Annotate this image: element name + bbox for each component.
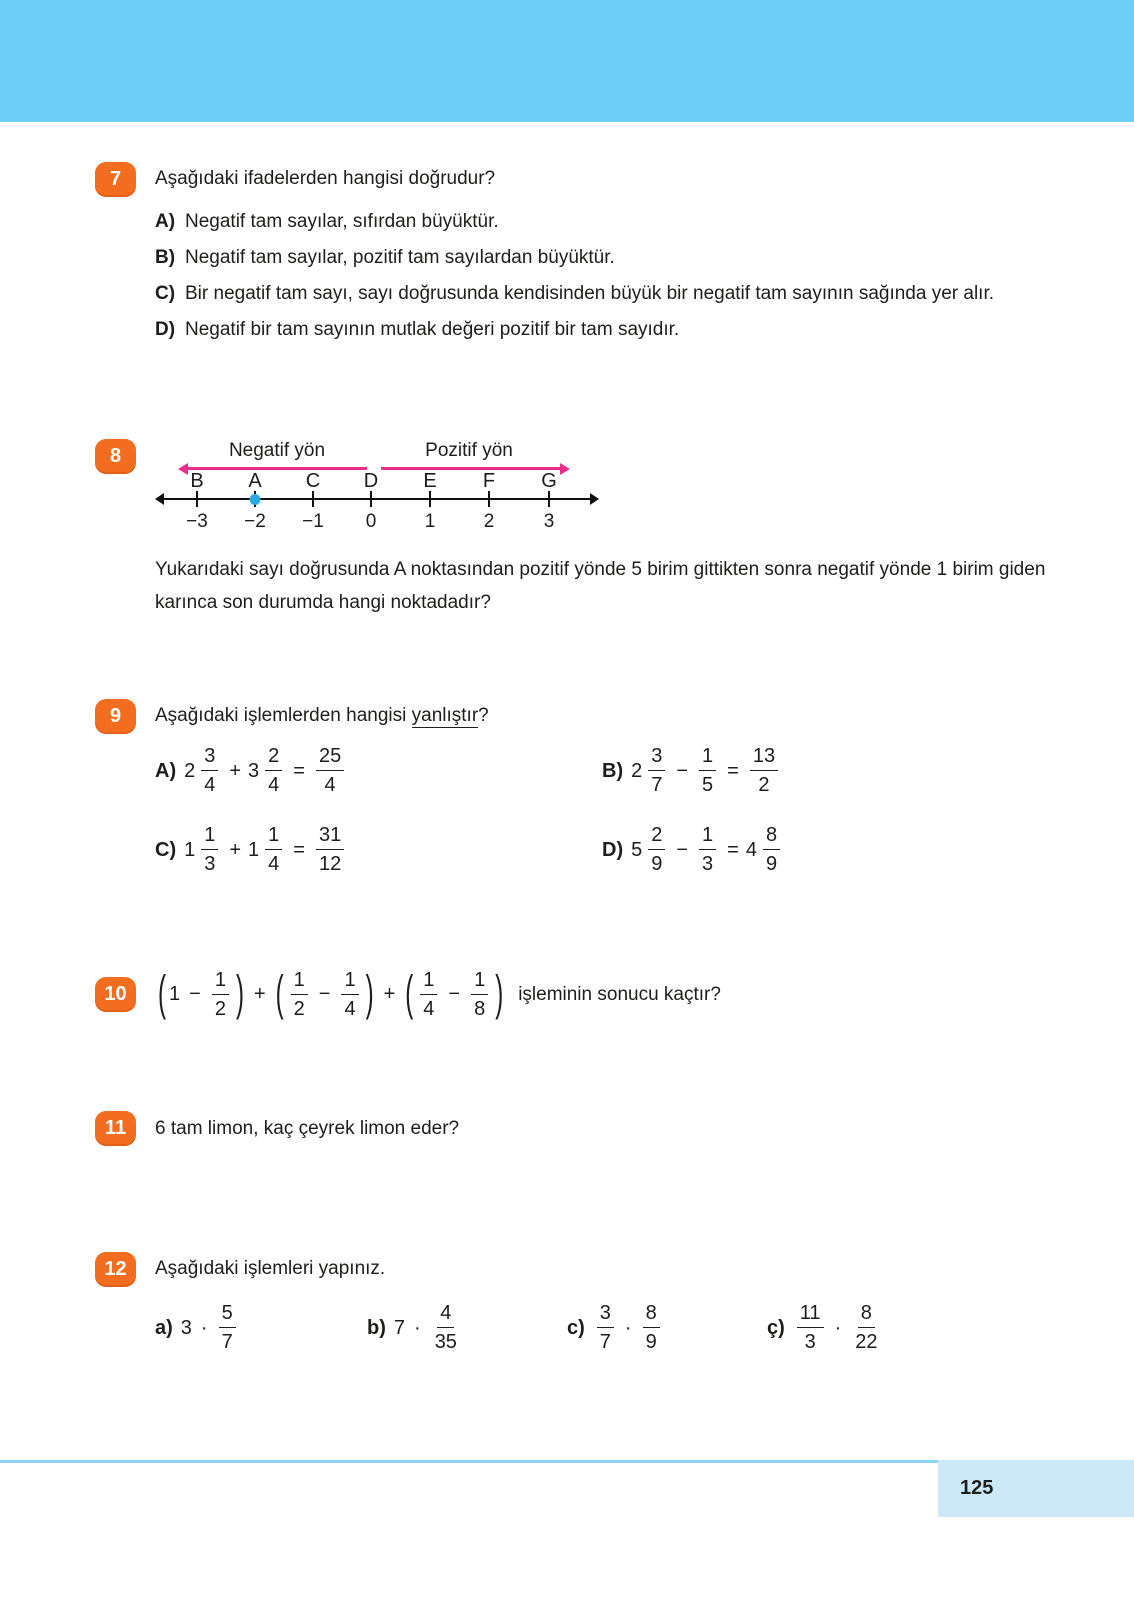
- question-10-expression: [155, 965, 721, 1022]
- fraction: $\frac{1}{2}$: [212, 970, 229, 1019]
- negative-direction-arrow: [187, 467, 367, 470]
- fraction: $\frac{1}{3}$: [201, 825, 218, 874]
- fraction: $\frac{11}{3}$: [797, 1303, 824, 1352]
- left-paren: (: [275, 965, 284, 1022]
- item-a-expression: [155, 1303, 367, 1352]
- value-neg2: −2: [244, 511, 266, 532]
- question-11-text: 6 tam limon, kaç çeyrek limon eder?: [155, 1117, 460, 1139]
- question-8: [0, 439, 1134, 619]
- mixed-whole: 2: [184, 759, 196, 782]
- operator: +: [253, 983, 266, 1005]
- question-8-badge: 8: [95, 439, 136, 474]
- fraction: $\frac{3}{7}$: [648, 746, 665, 795]
- mixed-whole: 2: [631, 759, 643, 782]
- question-11-badge: 11: [95, 1111, 136, 1146]
- option-b-expression: [602, 746, 784, 795]
- mixed-whole: 1: [184, 838, 196, 861]
- item-a-label: a): [155, 1316, 173, 1339]
- fraction: $\frac{1}{4}$: [265, 825, 282, 874]
- point-letter-a: A: [248, 470, 262, 492]
- option-c-label: C): [155, 283, 176, 304]
- item-c-label: c): [567, 1316, 585, 1339]
- question-9-text-prefix: Aşağıdaki işlemlerden hangisi: [155, 705, 412, 726]
- option-a: [155, 211, 994, 233]
- mixed-whole: 3: [248, 759, 260, 782]
- mixed-whole: 1: [248, 838, 260, 861]
- multiply-dot: ·: [414, 1316, 421, 1339]
- item-b-expression: [367, 1303, 567, 1352]
- fraction: $\frac{1}{2}$: [291, 970, 308, 1019]
- question-8-text: Yukarıdaki sayı doğrusunda A noktasından pozitif yönde 5 birim gittikten sonra negatif yönde 1 birim giden karınca son durumda hangi noktadadır?: [155, 559, 1046, 613]
- operator: −: [189, 983, 201, 1005]
- operator: −: [448, 983, 461, 1005]
- option-b-label: B): [155, 247, 176, 268]
- fraction: $\frac{2}{4}$: [265, 746, 282, 795]
- question-10: [0, 965, 1134, 1022]
- value-0: 0: [365, 511, 377, 532]
- equals-sign: =: [727, 759, 739, 782]
- question-9: [0, 699, 1134, 874]
- question-7: [0, 162, 1134, 355]
- operator: −: [676, 759, 689, 782]
- question-12-text: Aşağıdaki işlemleri yapınız.: [155, 1258, 386, 1279]
- operator: −: [318, 983, 331, 1005]
- multiply-dot: ·: [834, 1316, 842, 1339]
- option-d-label: D): [602, 838, 624, 861]
- page-number: 125: [960, 1477, 994, 1499]
- option-c: [155, 283, 994, 305]
- fraction-result: $\frac{31}{12}$: [316, 825, 344, 874]
- point-letter-b: B: [190, 470, 204, 492]
- page-footer: [0, 1460, 1134, 1517]
- fraction: $\frac{1}{4}$: [420, 970, 437, 1019]
- question-12: [0, 1252, 1134, 1352]
- right-paren: ): [365, 965, 374, 1022]
- item-cedilla-expression: [767, 1303, 884, 1352]
- question-9-options: [155, 746, 784, 874]
- question-9-underlined-word: yanlıştır: [411, 705, 479, 726]
- question-7-badge: 7: [95, 162, 136, 197]
- question-7-text: Aşağıdaki ifadelerden hangisi doğrudur?: [155, 168, 496, 189]
- page-number-box: [938, 1460, 1134, 1517]
- option-d-text: Negatif bir tam sayının mutlak değeri pozitif bir tam sayıdır.: [185, 319, 680, 340]
- fraction: $\frac{4}{35}$: [434, 1302, 457, 1353]
- question-12-items: [155, 1303, 884, 1352]
- option-d-label: D): [155, 319, 176, 340]
- point-a-marker-dot: [250, 494, 261, 505]
- equals-sign: =: [293, 838, 305, 861]
- fraction: $\frac{1}{5}$: [699, 746, 716, 795]
- number: 7: [393, 1316, 406, 1339]
- fraction: $\frac{3}{7}$: [597, 1303, 614, 1352]
- fraction: $\frac{8}{9}$: [643, 1303, 660, 1352]
- mixed-whole: 5: [631, 838, 643, 861]
- number-line-figure: [157, 439, 597, 535]
- option-c-label: C): [155, 838, 177, 861]
- equals-sign: =: [727, 838, 739, 861]
- question-11: [0, 1111, 1134, 1146]
- fraction: $\frac{1}{3}$: [699, 825, 716, 874]
- tick-mark: [196, 491, 198, 507]
- equals-sign: =: [293, 759, 305, 782]
- option-d: [155, 319, 994, 341]
- fraction: $\frac{1}{8}$: [471, 970, 488, 1019]
- value-neg3: −3: [186, 511, 208, 532]
- question-9-text-suffix: ?: [478, 705, 489, 726]
- point-letter-c: C: [305, 470, 321, 492]
- option-a-expression: [155, 746, 602, 795]
- multiply-dot: ·: [624, 1316, 632, 1339]
- positive-direction-arrow: [381, 467, 561, 470]
- option-b-label: B): [602, 759, 624, 782]
- fraction-result: $\frac{8}{9}$: [763, 825, 780, 874]
- point-letter-d: D: [363, 470, 379, 492]
- number-line-axis: [163, 498, 591, 500]
- option-a-label: A): [155, 759, 177, 782]
- tick-mark: [488, 491, 490, 507]
- option-b-text: Negatif tam sayılar, pozitif tam sayılardan büyüktür.: [185, 247, 615, 268]
- number: 1: [169, 983, 181, 1005]
- header-band: [0, 0, 1134, 122]
- item-cedilla-label: ç): [767, 1316, 785, 1339]
- point-letter-f: F: [482, 470, 496, 492]
- option-b: [155, 247, 994, 269]
- option-a-text: Negatif tam sayılar, sıfırdan büyüktür.: [185, 211, 499, 232]
- operator: +: [383, 983, 396, 1005]
- tick-mark: [370, 491, 372, 507]
- mixed-whole: 4: [745, 838, 757, 861]
- multiply-dot: ·: [200, 1316, 208, 1339]
- option-a-label: A): [155, 211, 176, 232]
- operator: +: [229, 759, 242, 782]
- point-letter-g: G: [541, 470, 557, 492]
- tick-mark: [429, 491, 431, 507]
- fraction-result: $\frac{25}{4}$: [316, 746, 344, 795]
- positive-direction-label: Pozitif yön: [425, 440, 513, 461]
- operator: +: [229, 838, 242, 861]
- question-7-options: [155, 211, 994, 341]
- fraction: $\frac{8}{22}$: [855, 1302, 878, 1353]
- fraction-result: $\frac{13}{2}$: [750, 746, 778, 795]
- value-1: 1: [424, 511, 436, 532]
- fraction: $\frac{3}{4}$: [201, 746, 218, 795]
- left-paren: (: [405, 965, 414, 1022]
- item-c-expression: [567, 1303, 767, 1352]
- option-c-expression: [155, 825, 602, 874]
- right-paren: ): [235, 965, 244, 1022]
- right-paren: ): [495, 965, 504, 1022]
- tick-mark: [312, 491, 314, 507]
- fraction: $\frac{2}{9}$: [648, 825, 665, 874]
- footer-divider-line: [0, 1460, 938, 1463]
- operator: −: [676, 838, 689, 861]
- item-b-label: b): [367, 1316, 386, 1339]
- value-neg1: −1: [302, 511, 324, 532]
- question-9-text: [155, 699, 784, 728]
- option-d-expression: [602, 825, 784, 874]
- value-3: 3: [543, 511, 555, 532]
- value-2: 2: [483, 511, 495, 532]
- negative-direction-label: Negatif yön: [228, 440, 326, 461]
- tick-mark: [548, 491, 550, 507]
- question-12-badge: 12: [95, 1252, 136, 1287]
- fraction: $\frac{1}{4}$: [341, 970, 358, 1019]
- fraction: $\frac{5}{7}$: [219, 1303, 236, 1352]
- question-10-badge: 10: [95, 977, 136, 1012]
- point-letter-e: E: [423, 470, 437, 492]
- question-10-text: işleminin sonucu kaçtır?: [518, 983, 721, 1005]
- option-c-text: Bir negatif tam sayı, sayı doğrusunda kendisinden büyük bir negatif tam sayının sağında yer alır.: [185, 283, 995, 304]
- question-9-badge: 9: [95, 699, 136, 734]
- number: 3: [180, 1316, 192, 1339]
- left-paren: (: [158, 965, 166, 1022]
